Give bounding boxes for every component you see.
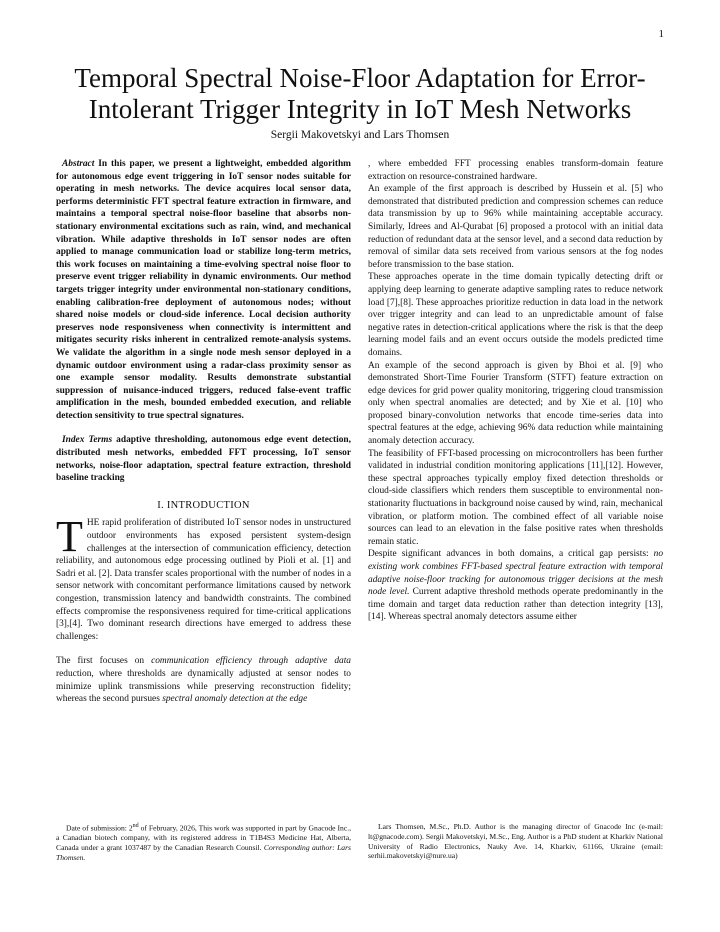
footnote-left-part-b: of February, 2026, This work was supported in part by Gnacode Inc., a Canadian biotech company, with its registered address in T1B4S3 Medicine Hat, Alberta, Canada under a grant 1037487 by the Canadian Research Counsil.: [56, 823, 351, 853]
intro-p2-emphasis-2: spectral anomaly detection at the edge: [162, 694, 308, 705]
footnote-right: [368, 822, 663, 861]
abstract: [56, 158, 351, 422]
paper-title: Temporal Spectral Noise-Floor Adaptation for Error-Intolerant Trigger Integrity in IoT Mesh Networks: [74, 63, 646, 124]
intro-paragraph-4: These approaches operate in the time domain typically detecting drift or applying deep learning to generate adaptive sampling rates to reduce network load [7],[8]. These approaches prioritize reduction in data load in the network over trigger integrity and can lead to an unpredictable amount of false negative rates in detection-critical applications where the risk is that the deep learning model fails and an event occurs outside the models predicted time domains.: [368, 272, 663, 358]
intro-p2-emphasis-1: communication efficiency through adaptive data: [151, 656, 351, 667]
footnote-left-part-a: Date of submission: 2: [66, 823, 133, 833]
footnote-submission: [56, 822, 351, 863]
index-terms-text: adaptive thresholding, autonomous edge event detection, distributed mesh networks, embedded FFT processing, IoT sensor networks, noise-floor adaptation, spectral feature extraction, threshold baseline tracking: [56, 435, 351, 484]
abstract-label: Abstract: [62, 159, 95, 169]
intro-paragraph-1: [56, 512, 351, 643]
intro-paragraph-6: The feasibility of FFT-based processing on microcontrollers has been further validated in industrial condition monitoring applications [11],[12]. However, these spectral approaches typically employ fixed detection thresholds or cloud-side classifiers which renders them susceptible to environmental non-stationarity fluctuations in background noise caused by wind, rain, mechanical vibration, or platform motion. The combined effect of all variable noise sources can lead to an elevation in the false positive rates when thresholds remain static.: [368, 448, 663, 547]
intro-p2-part-b: reduction, where thresholds are dynamically adjusted at sensor nodes to minimize uplink transmissions while preserving reconstruction fidelity; whereas the second pursues: [56, 668, 351, 705]
section-heading-introduction: I. INTRODUCTION: [157, 499, 250, 511]
intro-p7-part-a: Despite significant advances in both domains, a critical gap persists:: [368, 549, 654, 560]
intro-paragraph-2: [56, 655, 351, 705]
page-number: 1: [658, 28, 664, 40]
intro-paragraph-1-text: HE rapid proliferation of distributed IoT sensor nodes in unstructured outdoor environments has exposed persistent system-design challenges at the intersection of communication efficiency, detection reliability, and autonomous edge processing outlined by Pioli et al. [1] and Sadri et al. [2]. Data transfer scales proportional with the number of nodes in a sensor network with concomitant performance limitations caused by network congestion, transmission latency and bandwidth constraints. The combined effects compromise the responsiveness required for time-critical applications [3],[4]. Two dominant research directions have emerged to address these challenges:: [56, 518, 351, 642]
drop-cap: T: [56, 512, 83, 562]
intro-p7-part-b: Current adaptive threshold methods operate predominantly in the time domain and target data reduction rather than detection integrity [13], [14]. Whereas spectral anomaly detectors assume either: [368, 587, 663, 623]
intro-p2-part-c: , where embedded FFT processing enables transform-domain feature extraction on resource-constrained hardware.: [368, 159, 663, 182]
intro-paragraph-2-continued: [368, 158, 663, 183]
abstract-text: In this paper, we present a lightweight, embedded algorithm for autonomous edge event triggering in IoT sensor nodes suitable for operating in mesh networks. The device acquires local sensor data, performs deterministic FFT spectral feature extraction in firmware, and maintains a temporal spectral noise-floor baseline that absorbs non-stationary environmental excitations such as rain, wind, and mechanical vibration. While adaptive thresholds in IoT sensor nodes are often applied to manage communication load or stabilize long-term metrics, this work focuses on maintaining a time-evolving spectral noise floor to preserve event trigger reliability in dynamic environments. Our method targets trigger integrity under environmental non-stationary conditions, enabling calibration-free deployment of autonomous nodes; without shared noise models or cloud-side inference. Local decision authority preserves node responsiveness when connectivity is intermittent and mitigates security risks inherent in centralized remote-analysis systems. We validate the algorithm in a single node mesh sensor deployed in a dynamic outdoor environment using a radar-class proximity sensor as one example sensor modality. Results demonstrate substantial suppression of nuisance-induced triggers, reduced false-event traffic amplification in the mesh, bounded embedded execution, and reliable detection sensitivity to true spectral signatures.: [56, 159, 351, 421]
intro-p7-emphasis: no existing work combines FFT-based spectral feature extraction with temporal adaptive noise-floor tracking for autonomous trigger decisions at the mesh node level.: [368, 549, 663, 598]
intro-p2-part-a: The first focuses on: [56, 656, 152, 667]
footnote-left: [56, 822, 351, 863]
intro-paragraph-3: An example of the first approach is described by Hussein et al. [5] who demonstrated that distributed prediction and compression schemes can reduce data transmission by up to 96% while maintaining acceptable accuracy. Similarly, Idrees and Al-Qurabat [6] proposed a protocol with an initial data reduction of redundant data at the sensor level, and a second data reduction by removal of similar data sets received from various sensors at the fog nodes before transmission to the base station.: [368, 184, 663, 270]
paper-authors: Sergii Makovetskyi and Lars Thomsen: [270, 129, 450, 141]
intro-paragraph-5: An example of the second approach is given by Bhoi et al. [9] who demonstrated Short-Time Fourier Transform (STFT) feature extraction on edge devices for grid power quality monitoring, triggering cloud transmission only when spectral anomalies are detected; and by Xie et al. [10] who proposed binary-convolution networks that encode time-series data into spectral features at the edge, achieving 96% data reduction while maintaining anomaly detection accuracy.: [368, 360, 663, 447]
index-terms-label: Index Terms: [62, 435, 113, 446]
left-column: [56, 158, 351, 706]
footnote-author-affiliations: Lars Thomsen, M.Sc., Ph.D. Author is the managing director of Gnacode Inc (e-mail: lt@gnacode.com). Sergii Makovetskyi, M.Sc., Eng. Author is a PhD student at Kharkiv National University of Radio Electronics, Nauky Ave. 14, Kharkiv, 61166, Ukraine (email: serhii.makovetskyi@nure.ua): [368, 822, 663, 861]
index-terms: [56, 434, 351, 484]
intro-paragraph-7: [368, 548, 663, 624]
footnote-corresponding-author: Corresponding author: Lars Thomsen.: [56, 843, 352, 862]
footnote-left-superscript: nd: [132, 823, 139, 829]
right-column: [368, 158, 663, 624]
